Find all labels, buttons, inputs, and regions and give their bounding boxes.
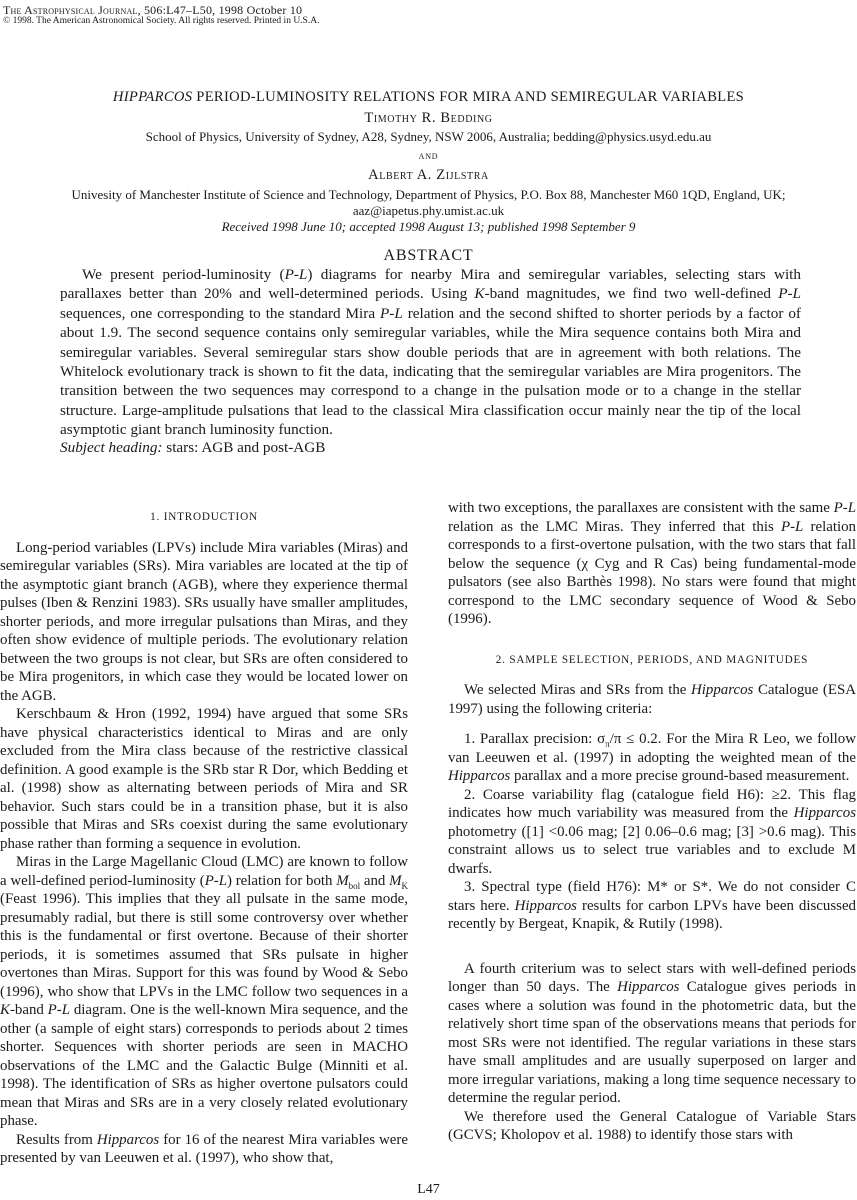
right-column <box>448 499 856 1145</box>
left-column <box>0 490 408 1168</box>
subject-heading-value: stars: AGB and post-AGB <box>162 439 326 456</box>
abstract-body: We present period-luminosity (P-L) diagrams for nearby Mira and semiregular variables, selecting stars with parallaxes better than 20% and well-determined periods. Using K-band magnitudes, we find two well-defined P-L sequences, one corresponding to the standard Mira P-L relation and the second shifted to shorter periods by a factor of about 1.9. The second sequence contains only semiregular variables, while the Mira sequence contains both Mira and semiregular variables. Several semiregular stars show double periods that are in agreement with both relations. The Whitelock evolutionary track is shown to fit the data, indicating that the semiregular variables are Mira progenitors. The transition between the two sequences may correspond to a change in the pulsation mode or to a change in the stellar structure. Large-amplitude pulsations that lead to the classical Mira classification occur mainly near the tip of the local asymptotic giant branch luminosity function. <box>60 266 801 439</box>
sample-paragraph-3: We therefore used the General Catalogue of Variable Stars (GCVS; Kholopov et al. 1988) to identify those stars with <box>448 1108 856 1143</box>
received-dates: Received 1998 June 10; accepted 1998 August 13; published 1998 September 9 <box>221 219 636 234</box>
author-zijlstra: Albert A. Zijlstra <box>368 167 489 183</box>
affiliation-zijlstra: Univesity of Manchester Institute of Science and Technology, Department of Physics, P.O. Box 88, Manchester M60 1QD, England, UK; <box>71 187 786 202</box>
criterion-1: 1. Parallax precision: $\sigma_\pi/\pi \le 0.2$. For the Mira R Leo, we follow van Leeuwen et al. (1997) in adopting the weighted mean of the Hipparcos parallax and a more precise ground-based measurement. <box>448 731 856 784</box>
intro-paragraph-3: Miras in the Large Magellanic Cloud (LMC) are known to follow a well-defined period-luminosity (P-L) relation for both $M_{bol}$ and $M_K$ (Feast 1996). This implies that they all pulsate in the same mode, presumably radial, but there is still some controversy over whether this is the fundamental or first overtone. Because of their shorter periods, it is sometimes assumed that SRs pulsate in higher overtones than Miras. Support for this was found by Wood & Sebo (1996), who show that LPVs in the LMC follow two sequences in a K-band P-L diagram. One is the well-known Mira sequence, and the other (a sample of eight stars) corresponds to periods about 2 times shorter. Sequences with shorter periods are seen in MACHO observations of the LMC and the Galactic Bulge (Minniti et al. 1998). The identification of SRs as higher overtone pulsators could mean that Miras and SRs are in a very closely related evolutionary phase. <box>0 854 408 1129</box>
affiliation-bedding: School of Physics, University of Sydney, A28, Sydney, NSW 2006, Australia; bedding@physics.usyd.edu.au <box>145 129 712 144</box>
criterion-2: 2. Coarse variability flag (catalogue field H6): ≥2. This flag indicates how much variability was measured from the Hipparcos photometry ([1] <0.06 mag; [2] 0.06–0.6 mag; [3] >0.6 mag). This constraint allows us to select true variables and to exclude M dwarfs. <box>448 786 856 877</box>
title-rest: PERIOD-LUMINOSITY RELATIONS FOR MIRA AND SEMIREGULAR VARIABLES <box>192 89 745 105</box>
intro-continuation: with two exceptions, the parallaxes are consistent with the same P-L relation as the LMC Miras. They inferred that this P-L relation corresponds to a first-overtone pulsation, with the two stars that fall below the sequence (χ Cyg and R Cas) being fundamental-mode pulsators (see also Barthès 1998). No stars were found that might correspond to the LMC secondary sequence of Wood & Sebo (1996). <box>448 500 856 627</box>
intro-paragraph-4: Results from Hipparcos for 16 of the nearest Mira variables were presented by van Leeuwen et al. (1997), who show that, <box>0 1131 408 1166</box>
and-separator: and <box>418 150 439 162</box>
abstract-heading: ABSTRACT <box>383 247 474 264</box>
paper-title <box>0 89 857 106</box>
journal-name: The Astrophysical Journal <box>3 3 138 17</box>
subject-heading-label: Subject heading: <box>60 439 163 456</box>
copyright-notice: © 1998. The American Astronomical Society. All rights reserved. Printed in U.S.A. <box>3 16 320 26</box>
page-number: L47 <box>417 1182 440 1197</box>
section-heading-sample-selection: 2. SAMPLE SELECTION, PERIODS, AND MAGNITUDES <box>495 653 809 666</box>
author-bedding: Timothy R. Bedding <box>364 110 493 126</box>
subject-heading <box>60 439 325 457</box>
sample-paragraph-1: We selected Miras and SRs from the Hipparcos Catalogue (ESA 1997) using the following criteria: <box>448 682 857 717</box>
journal-volume-date: , 506:L47–L50, 1998 October 10 <box>137 3 303 17</box>
title-hipparcos: HIPPARCOS <box>112 89 193 105</box>
section-heading-introduction: 1. INTRODUCTION <box>150 511 258 523</box>
intro-paragraph-2: Kerschbaum & Hron (1992, 1994) have argued that some SRs have physical characteristics identical to Miras and are only excluded from the Mira class because of the restrictive classical definition. A good example is the SRb star R Dor, which Bedding et al. (1998) show as alternating between periods of Mira and SR behavior. Such stars could be in a transition phase, but it is also possible that Miras and SRs coexist during the same evolutionary phase rather than forming a sequence in evolution. <box>0 706 408 852</box>
email-zijlstra: aaz@iapetus.phy.umist.ac.uk <box>352 203 505 218</box>
criterion-3: 3. Spectral type (field H76): M* or S*. We do not consider C stars here. Hipparcos results for carbon LPVs have been discussed recently by Bergeat, Knapik, & Rutily (1998). <box>448 879 856 932</box>
sample-paragraph-2: A fourth criterium was to select stars with well-defined periods longer than 50 days. The Hipparcos Catalogue gives periods in cases where a solution was found in the photometric data, but the relatively short time span of the observations means that periods for most SRs were not identified. The regular variations in these stars have small amplitudes and are usually superposed on larger and more irregular variations, making a long time sequence necessary to determine the regular period. <box>448 960 856 1106</box>
intro-paragraph-1: Long-period variables (LPVs) include Mira variables (Miras) and semiregular variables (SRs). Mira variables are located at the tip of the asymptotic giant branch (AGB), where they experience thermal pulses (Iben & Renzini 1983). SRs usually have smaller amplitudes, shorter periods, and more irregular pulsations than Miras, and they often show evidence of multiple periods. The evolutionary relation between the two groups is not clear, but SRs are often considered to be Mira progenitors, in which case they would be located lower on the AGB. <box>0 539 408 704</box>
